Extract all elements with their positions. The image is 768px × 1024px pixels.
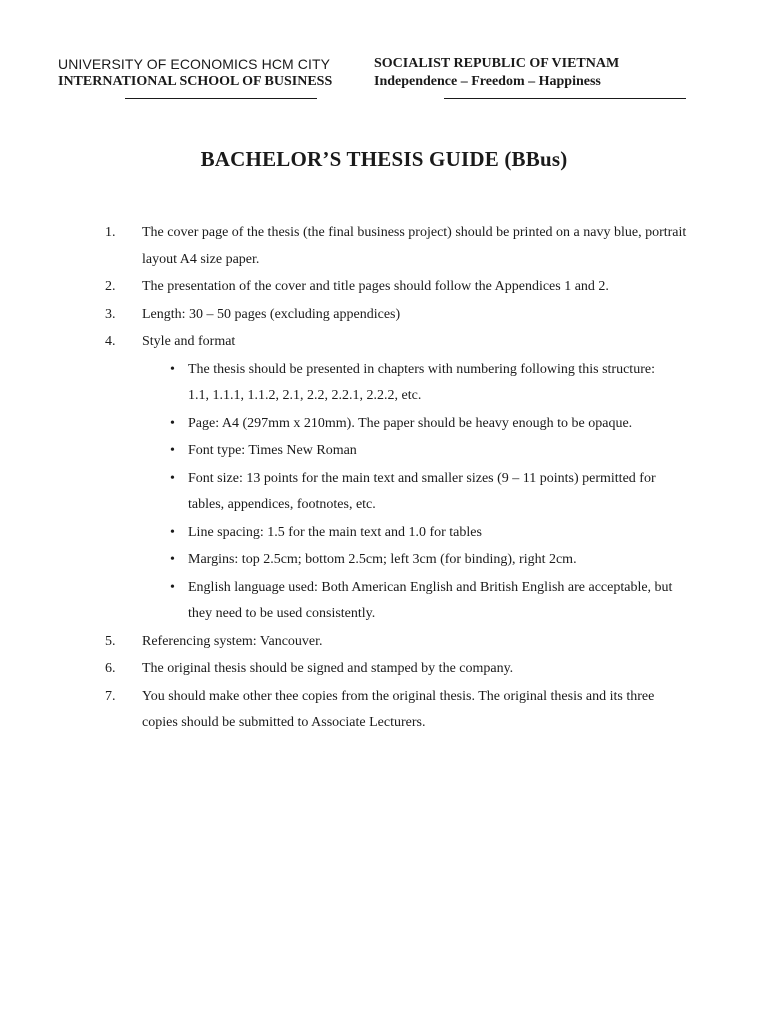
bullet-text: Font type: Times New Roman	[188, 443, 357, 458]
item-text: Referencing system: Vancouver.	[142, 633, 323, 649]
header-institution	[58, 55, 368, 91]
item-number: 5.	[105, 633, 116, 649]
bullet-text: The thesis should be presented in chapters with numbering following this structure: 1.1, 1.1.1, 1.1.2, 2.1, 2.2, 2.2.1, 2.2.2, etc.	[188, 361, 655, 403]
item-number: 2.	[105, 279, 116, 294]
list-item	[0, 629, 768, 656]
school-name: INTERNATIONAL SCHOOL OF BUSINESS	[58, 74, 333, 89]
university-name: UNIVERSITY OF ECONOMICS HCM CITY	[58, 56, 331, 72]
item-text: You should make other thee copies from the original thesis. The original thesis and its three copies should be submitted to Associate Lecturers.	[142, 688, 655, 730]
list-item	[0, 274, 768, 301]
bullet-text: Font size: 13 points for the main text and smaller sizes (9 – 11 points) permitted for tables, appendices, footnotes, etc.	[188, 470, 656, 512]
bullet-item	[0, 466, 768, 519]
bullet-icon: •	[170, 524, 175, 540]
item-number: 3.	[105, 306, 116, 322]
item-number: 7.	[105, 688, 116, 704]
bullet-text: Page: A4 (297mm x 210mm). The paper should be heavy enough to be opaque.	[188, 415, 633, 431]
bullet-icon: •	[170, 443, 175, 458]
bullet-item	[0, 438, 768, 465]
bullet-text: Line spacing: 1.5 for the main text and 1.0 for tables	[188, 524, 482, 540]
bullet-item	[0, 520, 768, 547]
item-text: The original thesis should be signed and stamped by the company.	[142, 661, 514, 676]
bullet-icon: •	[170, 470, 175, 486]
list-item	[0, 302, 768, 329]
list-item	[0, 684, 768, 737]
item-number: 1.	[105, 225, 116, 240]
country-name: SOCIALIST REPUBLIC OF VIETNAM	[374, 56, 620, 71]
bullet-item	[0, 411, 768, 438]
bullet-item	[0, 547, 768, 574]
list-item	[0, 220, 768, 273]
bullet-icon: •	[170, 415, 175, 431]
document-title: BACHELOR’S THESIS GUIDE (BBus)	[200, 147, 568, 171]
item-text: The cover page of the thesis (the final business project) should be printed on a navy blue, portrait layout A4 size paper.	[142, 225, 687, 267]
item-text: Style and format	[142, 334, 236, 349]
bullet-icon: •	[170, 552, 175, 567]
item-text: The presentation of the cover and title pages should follow the Appendices 1 and 2.	[142, 279, 609, 294]
bullet-text: Margins: top 2.5cm; bottom 2.5cm; left 3cm (for binding), right 2cm.	[188, 552, 577, 567]
bullet-icon: •	[170, 579, 175, 595]
guide-list	[0, 220, 768, 738]
bullet-item	[0, 575, 768, 628]
item-number: 4.	[105, 334, 116, 349]
item-number: 6.	[105, 661, 116, 676]
header-left-rule	[125, 98, 317, 99]
bullet-icon: •	[170, 361, 175, 377]
header-right-rule	[444, 98, 686, 99]
item-text: Length: 30 – 50 pages (excluding appendices)	[142, 306, 401, 322]
bullet-item	[0, 357, 768, 410]
list-item	[0, 329, 768, 356]
header-national-motto	[374, 55, 704, 91]
bullet-text: English language used: Both American English and British English are acceptable, but they need to be used consistently.	[188, 579, 673, 621]
list-item	[0, 656, 768, 683]
national-motto: Independence – Freedom – Happiness	[374, 74, 601, 89]
